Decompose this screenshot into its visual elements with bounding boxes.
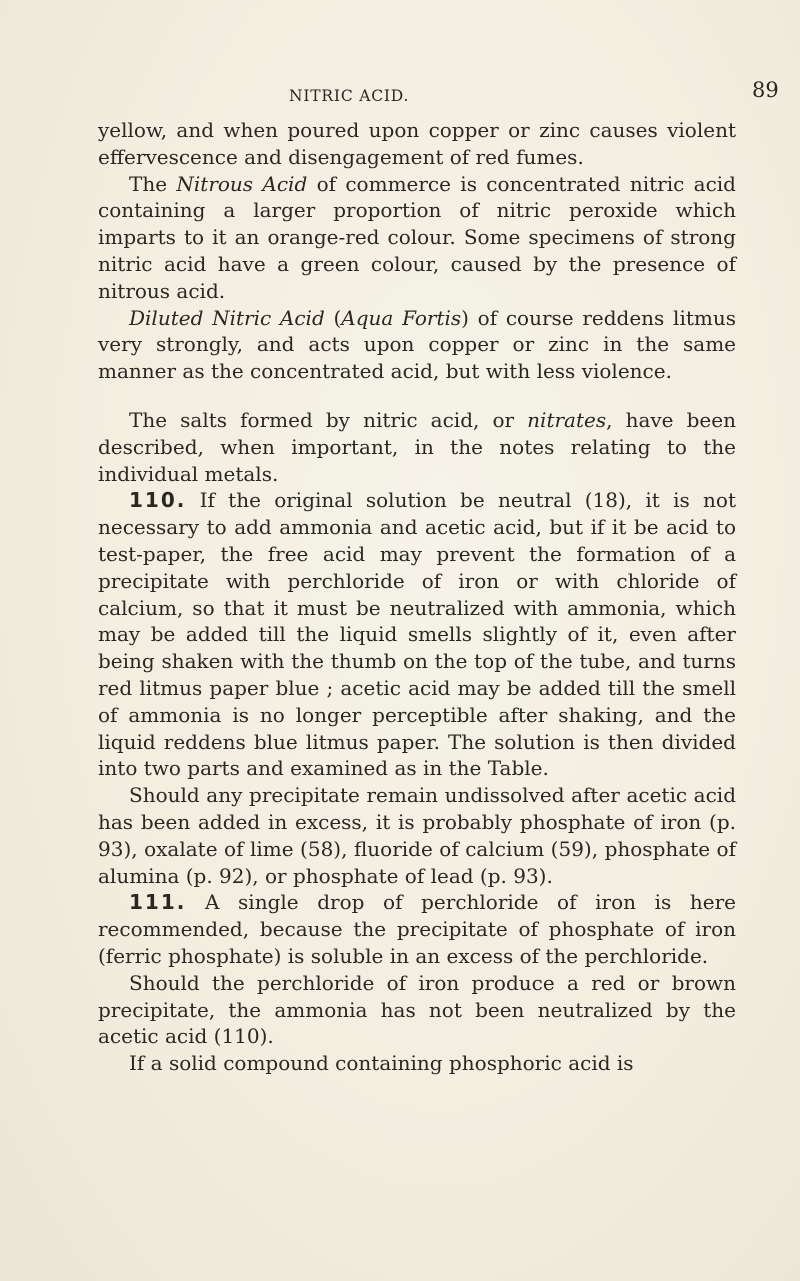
italic-term: nitrates [527, 407, 607, 432]
running-head: NITRIC ACID. [289, 87, 410, 105]
italic-term: Nitrous Acid [176, 171, 308, 196]
section-number: 111. [129, 890, 187, 915]
paragraph-nitrates [98, 407, 736, 487]
page-header [0, 78, 800, 108]
paragraph-text: The [129, 171, 177, 196]
paragraph-nitrous-acid [98, 171, 736, 305]
italic-term: Aqua Fortis [341, 305, 462, 330]
page-number: 89 [752, 78, 779, 102]
paragraph-diluted-nitric-acid [98, 305, 736, 385]
paragraph-continuation [98, 117, 736, 171]
paragraph-text: , have been described, when important, in the notes relating to the individual metals. [98, 407, 736, 486]
paragraph-text: If the original solution be neutral (18), it is not necessary to add ammonia and acetic acid, but if it be acid to test-paper, the free acid may prevent the formation of a precipitate with perchloride of iron or with chloride of calcium, so that it must be neutralized with ammonia, which may be added till the liquid smells slightly of it, even after being shaken with the thumb on the top of the tube, and turns red litmus paper blue ; acetic acid may be added till the smell of ammonia is no longer perceptible after shaking, and the liquid reddens blue litmus paper. The solution is then divided into two parts and examined as in the Table. [98, 488, 736, 781]
paragraph-text: A single drop of perchloride of iron is here recommended, because the precipitate of phosphate of iron (ferric phosphate) is soluble in an excess of the perchloride. [98, 890, 736, 968]
paragraph-text: If a solid compound containing phosphoric acid is [129, 1051, 634, 1076]
section-111 [98, 889, 736, 969]
paragraph-undissolved-precipitate [98, 782, 736, 889]
section-number: 110. [129, 488, 187, 513]
paragraph-text: yellow, and when poured upon copper or zinc causes violent effervescence and disengagement of red fumes. [98, 118, 736, 169]
paragraph-solid-compound [98, 1050, 736, 1077]
paragraph-text: of commerce is concentrated nitric acid containing a larger proportion of nitric peroxide which imparts to it an orange-red colour. Some specimens of strong nitric acid have a green colour, caused by the presence of nitrous acid. [98, 171, 736, 303]
italic-term: Diluted Nitric Acid [129, 305, 325, 330]
section-110 [98, 487, 736, 782]
body-text [98, 117, 736, 1077]
paragraph-text: Should any precipitate remain undissolved after acetic acid has been added in excess, it is probably phosphate of iron (p. 93), oxalate of lime (58), fluoride of calcium (59), phosphate of alumina (p. 92), or phosphate of lead (p. 93). [98, 783, 736, 888]
paragraph-text: ) of course reddens litmus very strongly, and acts upon copper or zinc in the same manner as the concentrated acid, but with less violence. [98, 305, 736, 384]
paragraph-text: ( [324, 305, 342, 330]
paragraph-red-brown-precipitate [98, 970, 736, 1050]
paragraph-text: Should the perchloride of iron produce a red or brown precipitate, the ammonia has not been neutralized by the acetic acid (110). [98, 970, 736, 1049]
paragraph-text: The salts formed by nitric acid, or [129, 407, 528, 432]
